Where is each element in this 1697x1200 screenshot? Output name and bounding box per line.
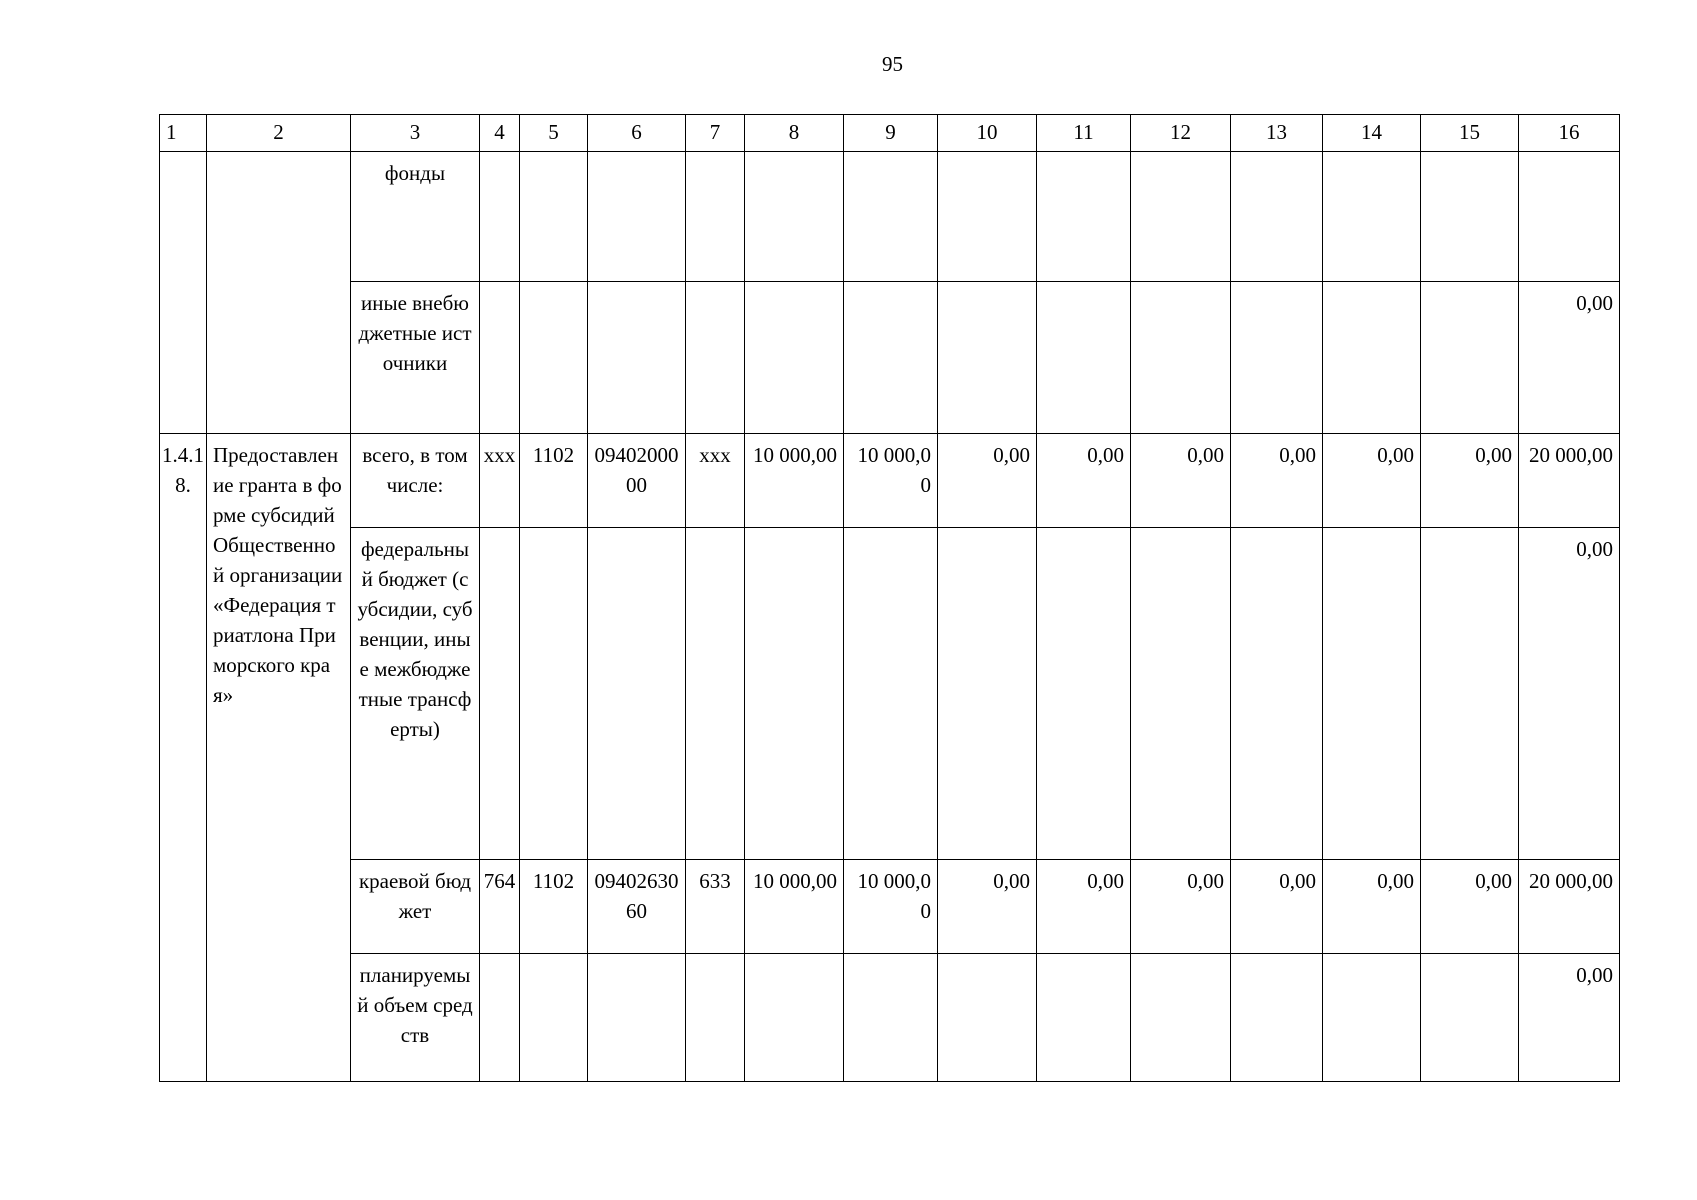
table-cell bbox=[1421, 282, 1519, 434]
table-cell bbox=[745, 528, 844, 860]
funding-source-cell: фонды bbox=[351, 152, 480, 282]
column-header: 11 bbox=[1037, 115, 1131, 152]
table-cell: 0940200000 bbox=[588, 434, 686, 528]
table-cell bbox=[745, 152, 844, 282]
table-cell bbox=[1421, 954, 1519, 1082]
table-cell bbox=[1037, 954, 1131, 1082]
table-cell: 10 000,00 bbox=[844, 860, 938, 954]
table-cell bbox=[1131, 528, 1231, 860]
table-cell: 0,00 bbox=[1037, 434, 1131, 528]
row-name-cell bbox=[207, 152, 351, 434]
table-cell: 0,00 bbox=[1519, 954, 1620, 1082]
table-cell bbox=[844, 954, 938, 1082]
table-cell bbox=[844, 152, 938, 282]
row-number-cell: 1.4.18. bbox=[160, 434, 207, 1082]
table-cell: 0,00 bbox=[1037, 860, 1131, 954]
table-cell bbox=[938, 954, 1037, 1082]
table-cell bbox=[1037, 528, 1131, 860]
table-cell: 1102 bbox=[520, 860, 588, 954]
column-header: 12 bbox=[1131, 115, 1231, 152]
table-cell bbox=[938, 282, 1037, 434]
funding-source-cell: всего, в том числе: bbox=[351, 434, 480, 528]
table-cell bbox=[686, 152, 745, 282]
table-row bbox=[160, 434, 1620, 528]
table-cell bbox=[938, 528, 1037, 860]
table-cell: 0,00 bbox=[938, 860, 1037, 954]
table-cell: 0940263060 bbox=[588, 860, 686, 954]
table-cell bbox=[1131, 282, 1231, 434]
table-cell bbox=[745, 954, 844, 1082]
column-header: 14 bbox=[1323, 115, 1421, 152]
table-cell bbox=[1131, 954, 1231, 1082]
table-cell: ххх bbox=[686, 434, 745, 528]
table-cell: 0,00 bbox=[938, 434, 1037, 528]
table-row bbox=[160, 954, 1620, 1082]
table-cell bbox=[1231, 282, 1323, 434]
table-cell bbox=[1231, 954, 1323, 1082]
table-cell bbox=[745, 282, 844, 434]
table-cell bbox=[1421, 528, 1519, 860]
funding-source-cell: федеральный бюджет (субсидии, субвенции, иные межбюджетные трансферты) bbox=[351, 528, 480, 860]
table-cell bbox=[520, 152, 588, 282]
column-header: 15 bbox=[1421, 115, 1519, 152]
table-header-row bbox=[160, 115, 1620, 152]
table-cell: 0,00 bbox=[1323, 434, 1421, 528]
table-cell: 0,00 bbox=[1231, 434, 1323, 528]
table-row bbox=[160, 152, 1620, 282]
table-cell: 0,00 bbox=[1323, 860, 1421, 954]
table-cell bbox=[844, 528, 938, 860]
table-cell bbox=[1231, 152, 1323, 282]
table-cell bbox=[1519, 152, 1620, 282]
table-cell: 0,00 bbox=[1131, 860, 1231, 954]
table-cell: 0,00 bbox=[1421, 434, 1519, 528]
table-cell bbox=[520, 528, 588, 860]
table-row bbox=[160, 860, 1620, 954]
table-cell bbox=[588, 282, 686, 434]
budget-table bbox=[159, 114, 1620, 1082]
funding-source-cell: иные внебюджетные источники bbox=[351, 282, 480, 434]
table-cell: 633 bbox=[686, 860, 745, 954]
table-cell: 0,00 bbox=[1231, 860, 1323, 954]
table-cell bbox=[1037, 282, 1131, 434]
table-cell bbox=[1323, 152, 1421, 282]
table-cell bbox=[686, 954, 745, 1082]
table-cell bbox=[520, 282, 588, 434]
column-header: 6 bbox=[588, 115, 686, 152]
page-number: 95 bbox=[882, 52, 903, 76]
table-cell bbox=[1231, 528, 1323, 860]
column-header: 4 bbox=[480, 115, 520, 152]
table-row bbox=[160, 282, 1620, 434]
table-cell bbox=[1323, 954, 1421, 1082]
column-header: 10 bbox=[938, 115, 1037, 152]
table-cell bbox=[480, 282, 520, 434]
table-cell bbox=[1323, 282, 1421, 434]
column-header: 7 bbox=[686, 115, 745, 152]
table-cell bbox=[844, 282, 938, 434]
row-name-cell: Предоставление гранта в форме субсидий Общественной организации «Федерация триатлона Приморского края» bbox=[207, 434, 351, 1082]
column-header: 16 bbox=[1519, 115, 1620, 152]
table-cell bbox=[588, 954, 686, 1082]
table-cell: 0,00 bbox=[1519, 282, 1620, 434]
column-header: 2 bbox=[207, 115, 351, 152]
table-cell bbox=[588, 152, 686, 282]
column-header: 5 bbox=[520, 115, 588, 152]
table-cell: 10 000,00 bbox=[745, 860, 844, 954]
table-cell bbox=[1421, 152, 1519, 282]
table-cell bbox=[686, 282, 745, 434]
table-cell: 20 000,00 bbox=[1519, 860, 1620, 954]
row-number-cell bbox=[160, 152, 207, 434]
table-cell bbox=[1131, 152, 1231, 282]
table-cell: 0,00 bbox=[1519, 528, 1620, 860]
table-cell bbox=[938, 152, 1037, 282]
table-row bbox=[160, 528, 1620, 860]
column-header: 1 bbox=[160, 115, 207, 152]
table-cell bbox=[686, 528, 745, 860]
table-cell bbox=[1037, 152, 1131, 282]
column-header: 3 bbox=[351, 115, 480, 152]
funding-source-cell: планируемый объем средств bbox=[351, 954, 480, 1082]
table-cell bbox=[520, 954, 588, 1082]
column-header: 13 bbox=[1231, 115, 1323, 152]
table-cell bbox=[480, 954, 520, 1082]
table-cell bbox=[588, 528, 686, 860]
funding-source-cell: краевой бюджет bbox=[351, 860, 480, 954]
table-cell bbox=[480, 152, 520, 282]
column-header: 8 bbox=[745, 115, 844, 152]
table-cell: 20 000,00 bbox=[1519, 434, 1620, 528]
column-header: 9 bbox=[844, 115, 938, 152]
table-cell: 0,00 bbox=[1131, 434, 1231, 528]
table-cell bbox=[1323, 528, 1421, 860]
table-cell: 1102 bbox=[520, 434, 588, 528]
table-cell: 764 bbox=[480, 860, 520, 954]
table-cell: ххх bbox=[480, 434, 520, 528]
table-cell: 10 000,00 bbox=[844, 434, 938, 528]
table-cell: 10 000,00 bbox=[745, 434, 844, 528]
table-cell: 0,00 bbox=[1421, 860, 1519, 954]
table-cell bbox=[480, 528, 520, 860]
